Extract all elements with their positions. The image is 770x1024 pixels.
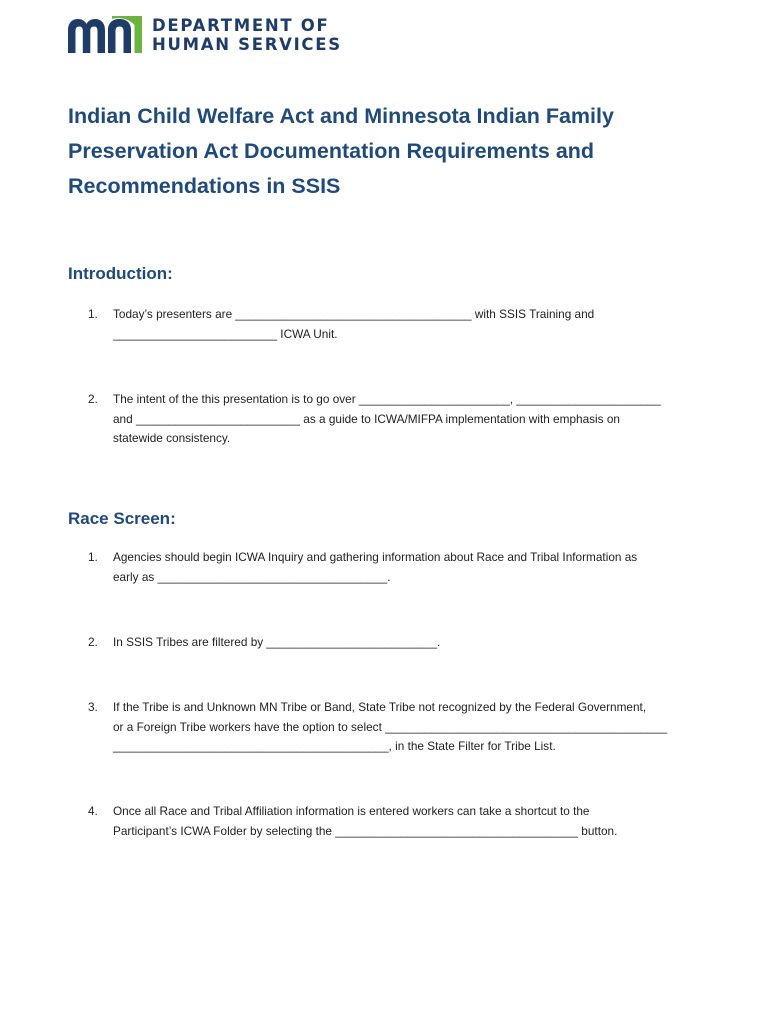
mn-logo-icon (68, 16, 144, 54)
race-list-item-2: 2. In SSIS Tribes are filtered by __________________________. (88, 635, 441, 649)
section-heading-race-screen: Race Screen: (68, 509, 176, 528)
race-list-item-1: 1. Agencies should begin ICWA Inquiry and gathering information about Race and Tribal Information as early as ___________________________________. (88, 550, 638, 584)
intro-list-item-1: 1. Today’s presenters are ____________________________________ with SSIS Training and _________________________ ICWA Unit. (88, 307, 595, 341)
org-name-line1: DEPARTMENT OF (152, 16, 330, 35)
race-list-item-4: 4. Once all Race and Tribal Affiliation information is entered workers can take a shortcut to the Participant’s ICWA Folder by selecting the _____________________________________ button. (88, 804, 618, 838)
org-name-line2: HUMAN SERVICES (152, 34, 342, 54)
intro-list-item-2: 2. The intent of the this presentation is to go over _______________________, ______________________ and _________________________ as a guide to ICWA/MIFPA implementation with emphasis on statewide consistency. (88, 392, 661, 446)
document-title: Indian Child Welfare Act and Minnesota Indian Family Preservation Act Documentation Requirements and Recommendations in SSIS (68, 104, 614, 198)
section-heading-introduction: Introduction: (68, 264, 173, 283)
race-list-item-3: 3. If the Tribe is and Unknown MN Tribe or Band, State Tribe not recognized by the Federal Government, or a Foreign Tribe workers have the option to select ___________________________________________ __________________________________________, in the State Filter for Tribe List. (88, 700, 668, 754)
dhs-logo (68, 16, 342, 56)
